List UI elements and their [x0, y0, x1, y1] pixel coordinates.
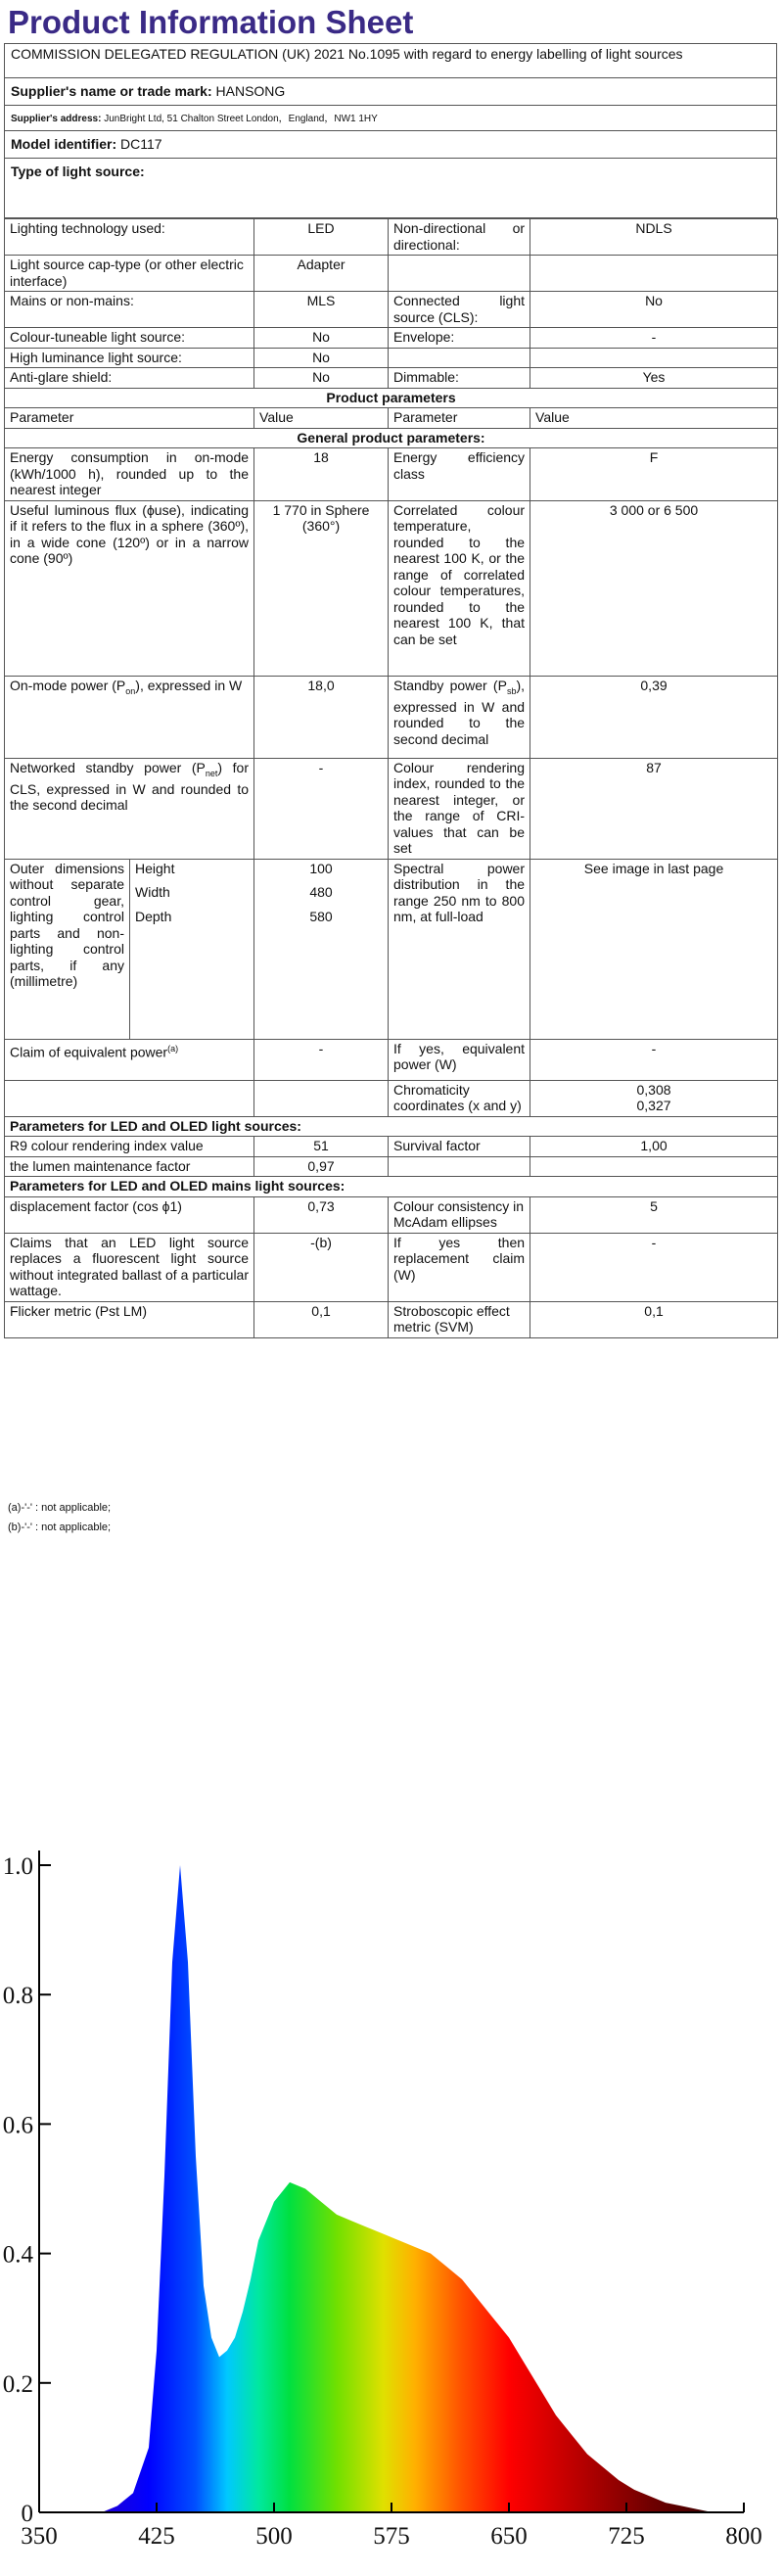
dimmable-value: Yes [530, 368, 778, 389]
table-row [5, 1039, 778, 1080]
survival-value: 1,00 [530, 1137, 778, 1157]
claim-sup: (a) [167, 1043, 179, 1054]
y-tick-label: 0.2 [2, 2370, 33, 2398]
pon-label-sub: on [125, 685, 136, 696]
dims-label: Outer dimensions without separate control gear, lighting control parts and non-lighting control parts, if any (millimetre) [5, 859, 130, 1039]
y-tick-label: 1.0 [2, 1853, 33, 1880]
equiv-value: - [530, 1039, 778, 1080]
col-parameter: Parameter [389, 408, 530, 429]
chroma-values [530, 1080, 778, 1116]
cct-value: 3 000 or 6 500 [530, 500, 778, 676]
table-row [5, 1196, 778, 1233]
r9-value: 51 [254, 1137, 389, 1157]
supplier-label: Supplier's name or trade mark: [11, 83, 212, 99]
footnote-b: (b)-'-' : not applicable; [8, 1522, 112, 1533]
eff-class-value: F [530, 448, 778, 501]
energy-value: 18 [254, 448, 389, 501]
table-row [5, 408, 778, 429]
highlum-label: High luminance light source: [5, 348, 254, 368]
cri-value: 87 [530, 758, 778, 859]
height-label: Height [135, 860, 175, 876]
supplier-value: HANSONG [215, 83, 286, 99]
table-row [5, 428, 778, 448]
table-row [5, 348, 778, 368]
table-row [5, 448, 778, 501]
cri-label: Colour rendering index, rounded to the nearest integer, or the range of CRI-values that can be set [389, 758, 530, 859]
x-tick-label: 350 [21, 2523, 58, 2550]
claims-label: Claims that an LED light source replaces a fluorescent light source without integrated ballast of a particular wattage. [5, 1233, 254, 1301]
mains-params-title: Parameters for LED and OLED mains light sources: [5, 1177, 778, 1197]
envelope-value: - [530, 328, 778, 349]
led-params-title: Parameters for LED and OLED light sources: [5, 1116, 778, 1137]
empty-cell [530, 256, 778, 292]
replace-label: If yes then replacement claim (W) [389, 1233, 530, 1301]
regulation-text: COMMISSION DELEGATED REGULATION (UK) 2021 No.1095 with regard to energy labelling of light sources [11, 46, 683, 62]
col-value: Value [254, 408, 389, 429]
dims-names [130, 859, 254, 1039]
empty-cell [254, 1080, 389, 1116]
consist-value: 5 [530, 1196, 778, 1233]
flux-value: 1 770 in Sphere (360°) [254, 500, 389, 676]
dimmable-label: Dimmable: [389, 368, 530, 389]
spectrum-area [102, 1865, 713, 2512]
col-value: Value [530, 408, 778, 429]
empty-cell [389, 348, 530, 368]
spectral-chart [0, 1777, 783, 2576]
tech-label: Lighting technology used: [5, 219, 254, 256]
tuneable-value: No [254, 328, 389, 349]
footnote-a: (a)-'-' : not applicable; [8, 1502, 112, 1514]
width-value: 480 [309, 884, 333, 900]
r9-label: R9 colour rendering index value [5, 1137, 254, 1157]
table-row [5, 292, 778, 328]
address-label: Supplier's address: [11, 114, 102, 124]
chroma-label: Chromaticity coordinates (x and y) [389, 1080, 530, 1116]
lumen-label: the lumen maintenance factor [5, 1156, 254, 1177]
x-tick-label: 725 [608, 2523, 645, 2550]
x-tick-label: 650 [490, 2523, 528, 2550]
table-row [5, 1156, 778, 1177]
mains-value: MLS [254, 292, 389, 328]
claims-value: -(b) [254, 1233, 389, 1301]
flux-label: Useful luminous flux (ϕuse), indicating if it refers to the flux in a sphere (360º), in a wide cone (120º) or in a narrow cone (90º) [5, 500, 254, 676]
table-row [5, 388, 778, 408]
y-tick-label: 0 [21, 2501, 33, 2527]
type-section-title: Type of light source: [11, 164, 145, 179]
highlum-value: No [254, 348, 389, 368]
antiglare-label: Anti-glare shield: [5, 368, 254, 389]
table-row [5, 1116, 778, 1137]
chroma-y: 0,327 [636, 1098, 671, 1113]
lumen-value: 0,97 [254, 1156, 389, 1177]
flicker-value: 0,1 [254, 1301, 389, 1337]
table-row [5, 1137, 778, 1157]
psb-label-pre: Standby power (P [393, 677, 507, 693]
model-label: Model identifier: [11, 136, 117, 152]
y-tick-label: 0.4 [2, 2241, 33, 2269]
model-row [4, 131, 777, 159]
general-params-title: General product parameters: [5, 428, 778, 448]
depth-value: 580 [309, 908, 333, 924]
table-row [5, 328, 778, 349]
survival-label: Survival factor [389, 1137, 530, 1157]
cls-label: Connected light source (CLS): [389, 292, 530, 328]
cct-label: Correlated colour temperature, rounded to the nearest 100 K, or the range of correlated colour temperatures, rounded to the nearest 100 K, that can be set [389, 500, 530, 676]
mains-label: Mains or non-mains: [5, 292, 254, 328]
svm-label: Stroboscopic effect metric (SVM) [389, 1301, 530, 1337]
table-row [5, 219, 778, 256]
pon-label [5, 676, 254, 758]
claim-label-text: Claim of equivalent power [10, 1044, 168, 1060]
pon-label-pre: On-mode power (P [10, 677, 126, 693]
regulation-box [4, 43, 777, 78]
spd-label: Spectral power distribution in the range 250 nm to 800 nm, at full-load [389, 859, 530, 1039]
consist-label: Colour consistency in McAdam ellipses [389, 1196, 530, 1233]
replace-value: - [530, 1233, 778, 1301]
psb-value: 0,39 [530, 676, 778, 758]
pon-value: 18,0 [254, 676, 389, 758]
width-label: Width [135, 884, 170, 900]
y-tick-label: 0.8 [2, 1983, 33, 2010]
equiv-label: If yes, equivalent power (W) [389, 1039, 530, 1080]
x-tick-label: 500 [255, 2523, 293, 2550]
pnet-label-post: ) for CLS, expressed in W and rounded to the second decimal [10, 759, 250, 814]
table-row [5, 1080, 778, 1116]
empty-cell [389, 256, 530, 292]
cap-value: Adapter [254, 256, 389, 292]
pnet-label-pre: Networked standby power (P [10, 759, 206, 775]
height-value: 100 [309, 860, 333, 876]
y-tick-label: 0.6 [2, 2112, 33, 2139]
claim-label [5, 1039, 254, 1080]
empty-cell [530, 1156, 778, 1177]
directional-value: NDLS [530, 219, 778, 256]
pnet-label [5, 758, 254, 859]
flicker-label: Flicker metric (Pst LM) [5, 1301, 254, 1337]
eff-class-label: Energy efficiency class [389, 448, 530, 501]
pnet-value: - [254, 758, 389, 859]
envelope-label: Envelope: [389, 328, 530, 349]
antiglare-value: No [254, 368, 389, 389]
address-value: JunBright Ltd, 51 Chalton Street London，England，NW1 1HY [104, 114, 378, 124]
pnet-label-sub: net [205, 768, 218, 778]
supplier-row [4, 78, 777, 106]
chroma-x: 0,308 [636, 1081, 671, 1098]
type-title-row [4, 159, 777, 218]
empty-cell [530, 348, 778, 368]
psb-label-sub: sb [506, 685, 517, 696]
table-row [5, 368, 778, 389]
footnotes [8, 1498, 111, 1537]
table-row [5, 500, 778, 676]
empty-cell [5, 1080, 254, 1116]
col-parameter: Parameter [5, 408, 254, 429]
table-row [5, 256, 778, 292]
page-title: Product Information Sheet [8, 4, 414, 40]
x-tick-label: 575 [373, 2523, 410, 2550]
claim-value: - [254, 1039, 389, 1080]
psb-label-post: ), expressed in W and rounded to the second decimal [393, 677, 526, 747]
directional-label: Non-directional or directional: [389, 219, 530, 256]
disp-label: displacement factor (cos ϕ1) [5, 1196, 254, 1233]
x-tick-label: 425 [138, 2523, 175, 2550]
table-row [5, 676, 778, 758]
table-row [5, 1177, 778, 1197]
disp-value: 0,73 [254, 1196, 389, 1233]
table-row [5, 758, 778, 859]
address-row [4, 106, 777, 131]
cls-value: No [530, 292, 778, 328]
tuneable-label: Colour-tuneable light source: [5, 328, 254, 349]
depth-label: Depth [135, 908, 172, 924]
pon-label-post: ), expressed in W [135, 677, 243, 693]
dims-values [254, 859, 389, 1039]
product-params-title: Product parameters [5, 388, 778, 408]
parameters-table [4, 218, 778, 1338]
energy-label: Energy consumption in on-mode (kWh/1000 h), rounded up to the nearest integer [5, 448, 254, 501]
empty-cell [389, 1156, 530, 1177]
spd-value: See image in last page [530, 859, 778, 1039]
cap-label: Light source cap-type (or other electric interface) [5, 256, 254, 292]
psb-label [389, 676, 530, 758]
table-row [5, 859, 778, 1039]
model-value: DC117 [120, 136, 162, 152]
x-tick-label: 800 [725, 2523, 762, 2550]
table-row [5, 1301, 778, 1337]
table-row [5, 1233, 778, 1301]
svm-value: 0,1 [530, 1301, 778, 1337]
tech-value: LED [254, 219, 389, 256]
